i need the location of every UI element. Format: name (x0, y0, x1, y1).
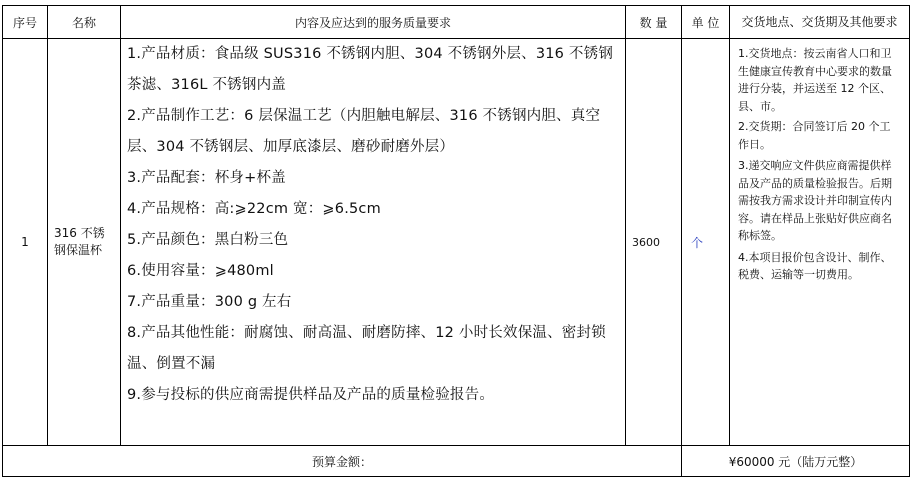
delivery-item: 1.交货地点：按云南省人口和卫生健康宣传教育中心要求的数量进行分装，并运送至 12 个区、县、市。 (738, 47, 892, 113)
requirement-item: 7.产品重量：300 g 左右 (127, 294, 292, 310)
header-quantity: 数 量 (626, 6, 682, 39)
table-row (3, 39, 910, 446)
header-delivery: 交货地点、交货期及其他要求 (730, 6, 910, 39)
requirement-item: 9.参与投标的供应商需提供样品及产品的质量检验报告。 (127, 387, 495, 403)
requirements-cell (121, 39, 626, 446)
product-name: 316 不锈钢保温杯 (48, 39, 121, 446)
requirement-item: 5.产品颜色：黑白粉三色 (127, 232, 289, 248)
header-row (3, 6, 910, 39)
row-seq: 1 (3, 39, 48, 446)
budget-label: 预算金额： (3, 446, 682, 477)
header-seq: 序号 (3, 6, 48, 39)
requirement-item: 4.产品规格：高:⩾22cm 宽：⩾6.5cm (127, 201, 381, 217)
requirement-item: 2.产品制作工艺：6 层保温工艺（内胆触电解层、316 不锈钢内胆、真空层、304 不锈钢层、加厚底漆层、磨砂耐磨外层） (127, 108, 601, 155)
header-name: 名称 (48, 6, 121, 39)
header-requirements: 内容及应达到的服务质量要求 (121, 6, 626, 39)
delivery-item: 2.交货期：合同签订后 20 个工作日。 (738, 120, 891, 151)
delivery-cell (730, 39, 910, 446)
requirement-item: 8.产品其他性能：耐腐蚀、耐高温、耐磨防摔、12 小时长效保温、密封锁温、倒置不漏 (127, 325, 606, 372)
budget-value: ¥60000 元（陆万元整） (682, 446, 910, 477)
unit-value: 个 (682, 39, 730, 446)
spec-table (2, 5, 910, 477)
delivery-item: 3.递交响应文件供应商需提供样品及产品的质量检验报告。后期需按我方需求设计并印制宣传内容。请在样品上张贴好供应商名称标签。 (738, 159, 892, 242)
quantity-value: 3600 (626, 39, 682, 446)
requirement-item: 1.产品材质：食品级 SUS316 不锈钢内胆、304 不锈钢外层、316 不锈钢茶滤、316L 不锈钢内盖 (127, 46, 614, 93)
requirement-item: 6.使用容量：⩾480ml (127, 263, 274, 279)
requirement-item: 3.产品配套：杯身+杯盖 (127, 170, 286, 186)
header-unit: 单 位 (682, 6, 730, 39)
budget-row (3, 446, 910, 477)
delivery-item: 4.本项目报价包含设计、制作、税费、运输等一切费用。 (738, 250, 892, 281)
